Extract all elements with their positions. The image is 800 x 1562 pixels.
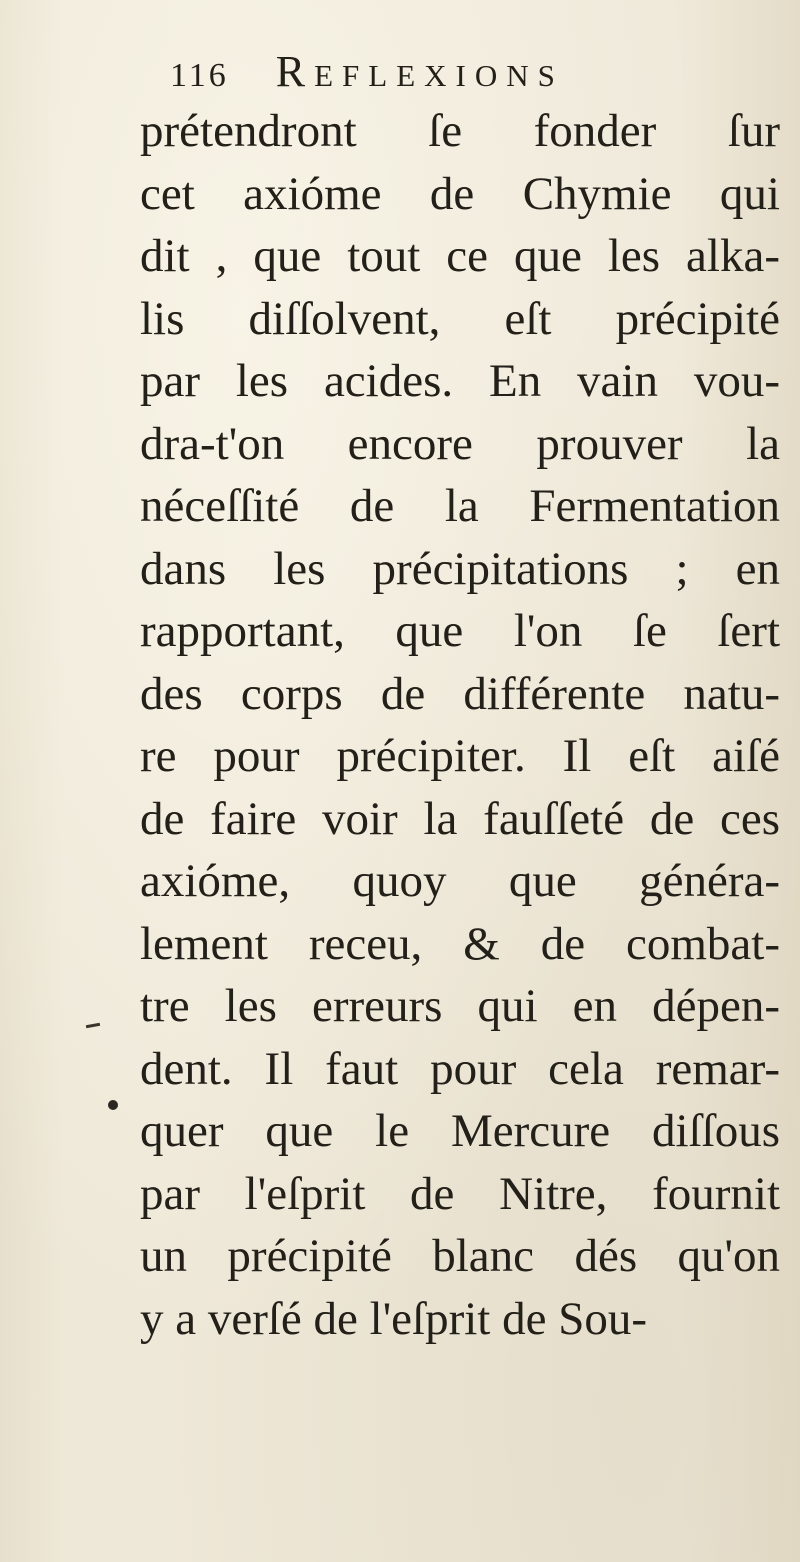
text-line: néceſſité de la Fermentation <box>140 480 780 532</box>
text-line: rapportant, que l'on ſe ſert <box>140 605 780 657</box>
text-line: de faire voir la fauſſeté de ces <box>140 792 780 845</box>
page-header <box>170 42 690 102</box>
text-line: tre les erreurs qui en dépen- <box>140 980 780 1032</box>
text-line: dans les précipitations ; en <box>140 542 780 595</box>
text-line: un précipité blanc dés qu'on <box>140 1230 780 1282</box>
text-line: lis diſſolvent, eſt précipité <box>140 292 780 345</box>
text-line: y a verſé de l'eſprit de Sou- <box>140 1292 648 1345</box>
text-line: par les acides. En vain vou- <box>140 355 780 407</box>
text-line: dent. Il faut pour cela remar- <box>140 1042 780 1095</box>
text-line: des corps de différente natu- <box>140 667 780 720</box>
running-title: Reflexions <box>275 47 564 96</box>
margin-mark <box>86 1023 100 1028</box>
page-number: 116 <box>170 57 229 94</box>
text-line: lement receu, & de combat- <box>140 917 780 970</box>
text-line: re pour précipiter. Il eſt aiſé <box>140 730 780 782</box>
text-line: prétendront ſe fonder ſur <box>140 105 780 157</box>
body-text <box>140 100 780 1350</box>
text-line: cet axióme de Chymie qui <box>140 167 780 220</box>
text-line: par l'eſprit de Nitre, fournit <box>140 1167 780 1220</box>
text-line: quer que le Mercure diſſous <box>140 1105 780 1157</box>
text-line: dra-t'on encore prouver la <box>140 417 780 470</box>
text-line: axióme, quoy que généra- <box>140 855 780 907</box>
text-line: dit , que tout ce que les alka- <box>140 230 780 282</box>
ink-speck <box>108 1100 118 1110</box>
